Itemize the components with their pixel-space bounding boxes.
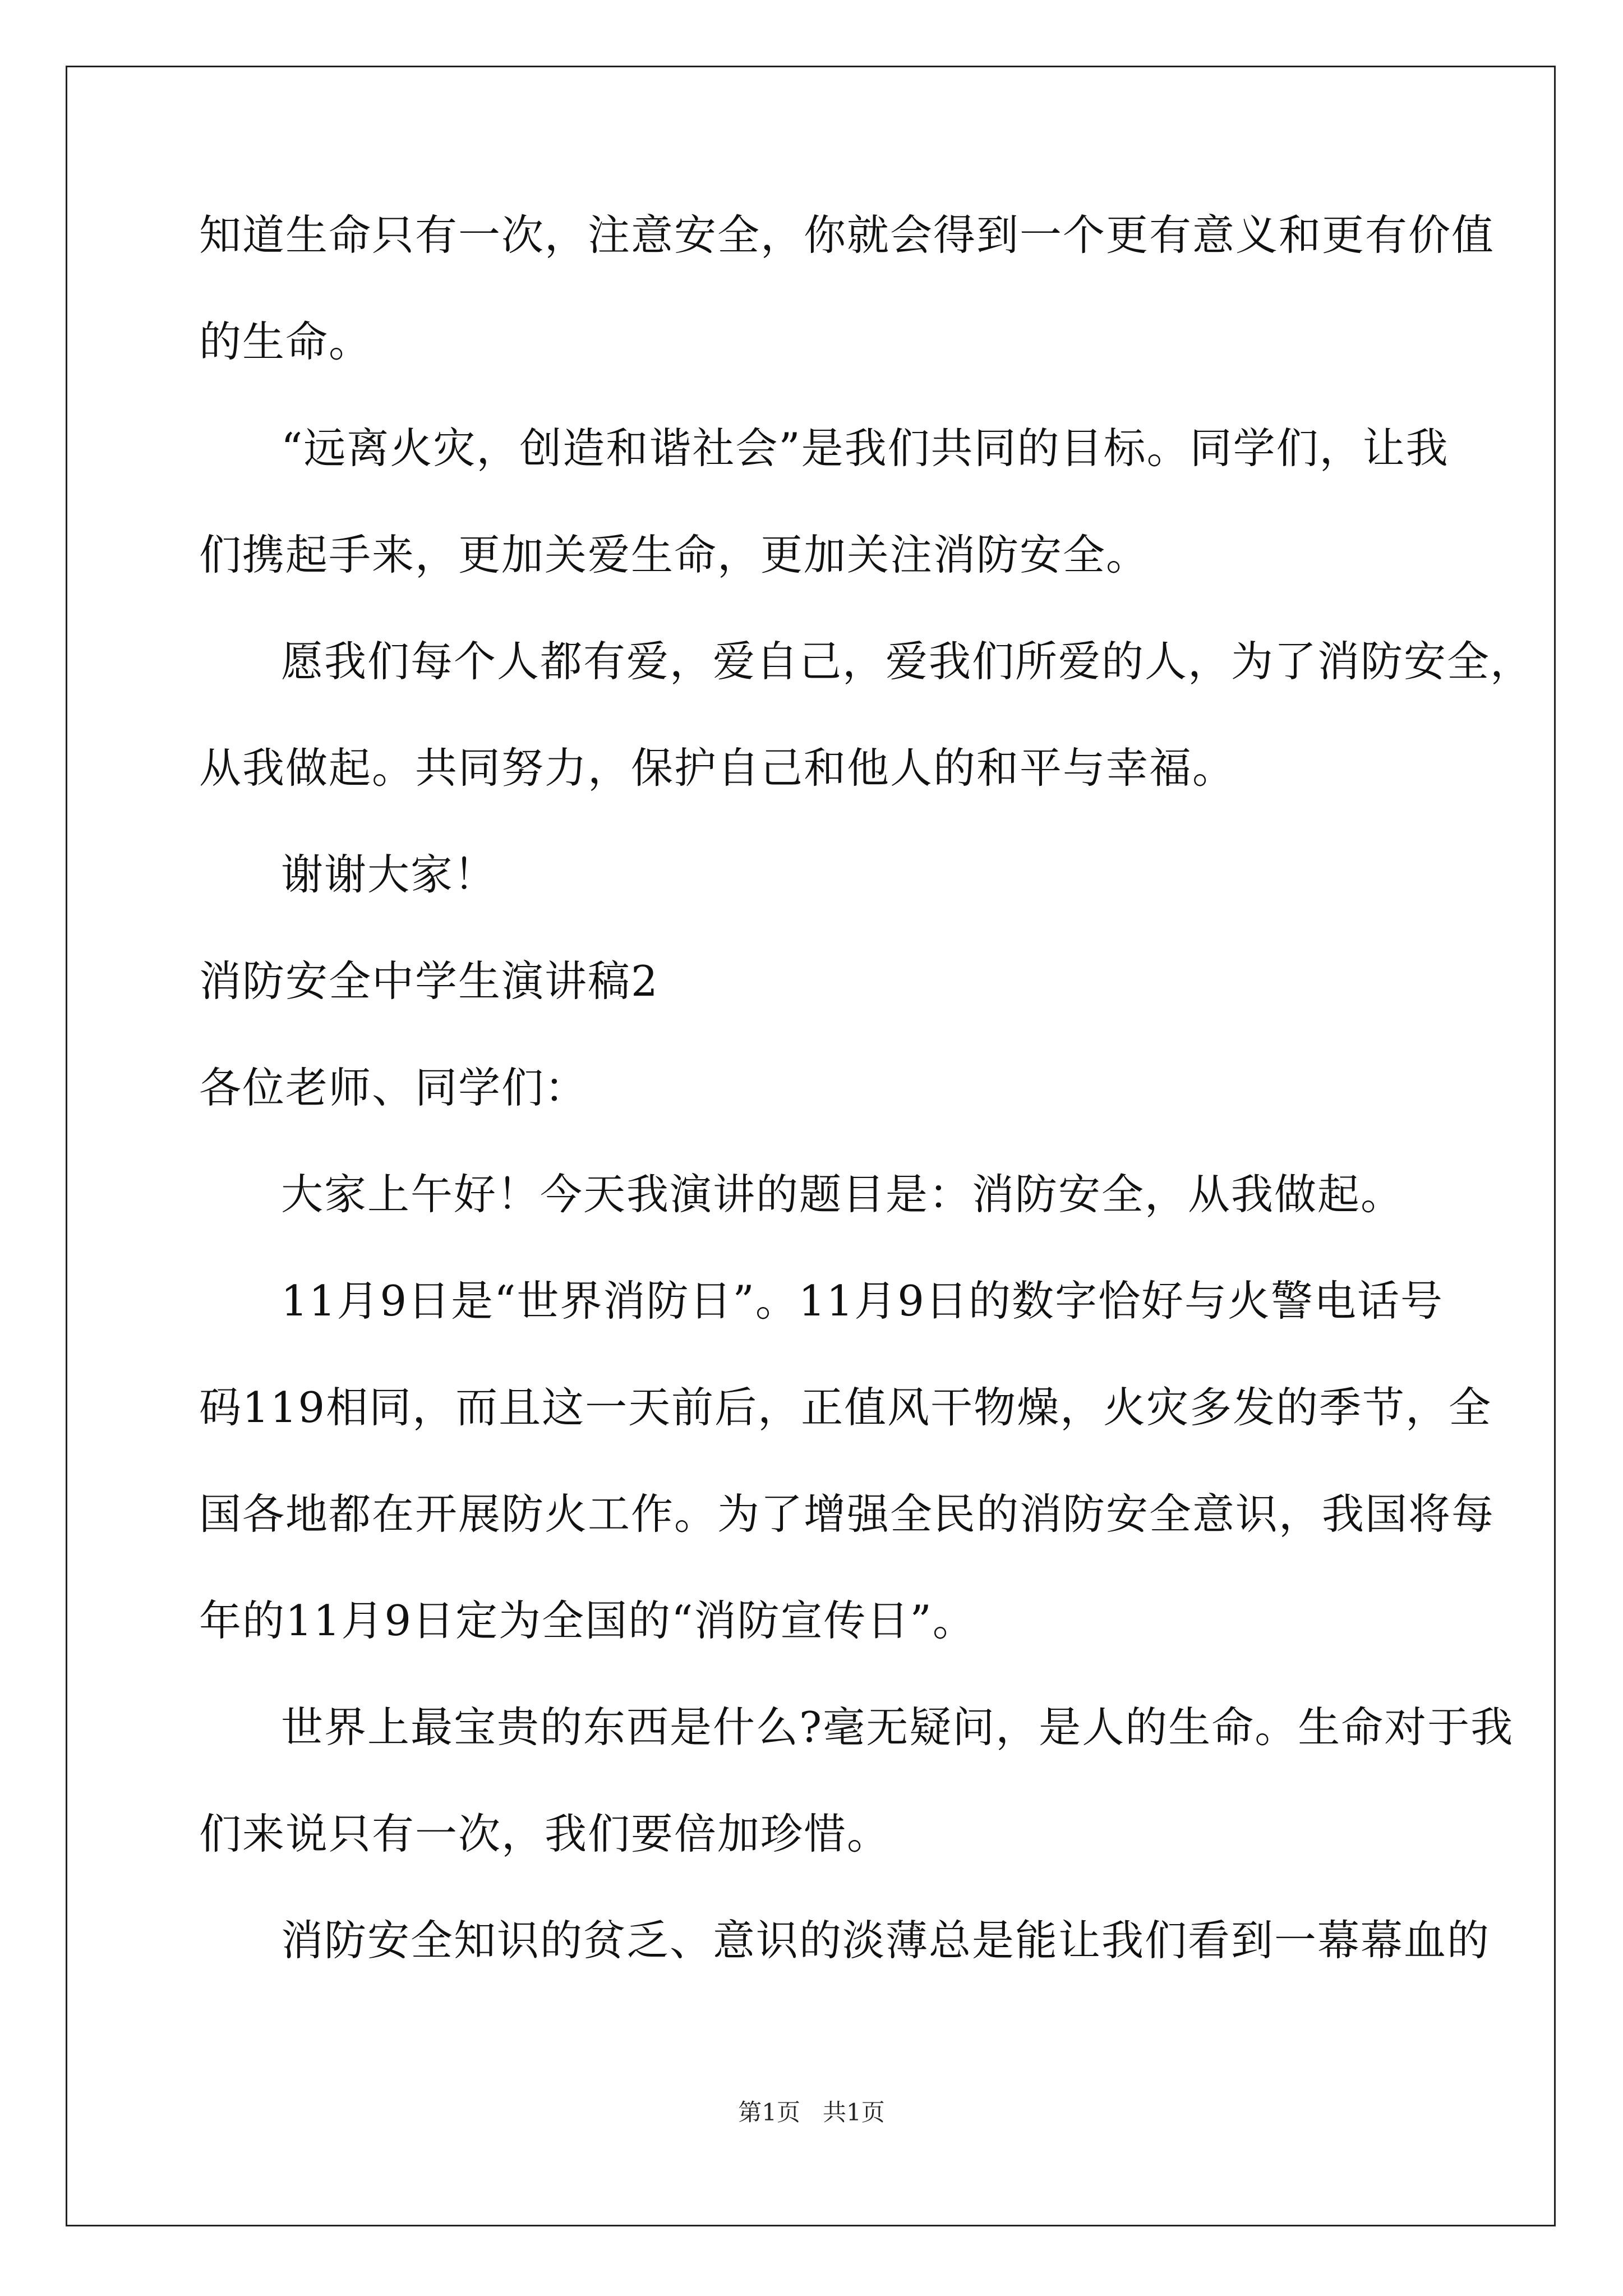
text-line-6: 从我做起。共同努力，保护自己和他人的和平与幸福。 [199,743,1236,793]
page-footer [0,2101,1623,2124]
text-line-13: 国各地都在开展防火工作。为了增强全民的消防安全意识，我国将每 [199,1489,1495,1539]
text-line-5: 愿我们每个人都有爱，爱自己，爱我们所爱的人，为了消防安全， [281,637,1534,686]
text-line-1: 知道生命只有一次，注意安全，你就会得到一个更有意义和更有价值 [199,210,1495,260]
salutation: 各位老师、同学们： [199,1063,588,1112]
text-line-2: 的生命。 [199,317,372,366]
page-number: 第1页 [738,2099,800,2126]
document-body [199,210,1534,2026]
text-line-14: 年的11月9日定为全国的“消防宣传日”。 [199,1596,976,1645]
section-heading: 消防安全中学生演讲稿2 [199,956,659,1006]
text-line-16: 们来说只有一次，我们要倍加珍惜。 [199,1809,891,1858]
text-line-7: 谢谢大家！ [281,850,497,899]
text-line-17: 消防安全知识的贫乏、意识的淡薄总是能让我们看到一幕幕血的 [281,1916,1491,1965]
page-total: 共1页 [823,2099,885,2126]
text-line-3: “远离火灾，创造和谐社会”是我们共同的目标。同学们，让我 [281,424,1449,473]
text-line-4: 们携起手来，更加关爱生命，更加关注消防安全。 [199,530,1150,579]
text-line-12: 码119相同，而且这一天前后，正值风干物燥，火灾多发的季节，全 [199,1383,1492,1432]
text-line-15: 世界上最宝贵的东西是什么?毫无疑问，是人的生命。生命对于我 [281,1703,1514,1752]
text-line-11: 11月9日是“世界消防日”。11月9日的数字恰好与火警电话号 [281,1276,1444,1326]
text-line-10: 大家上午好！今天我演讲的题目是：消防安全，从我做起。 [281,1170,1404,1219]
